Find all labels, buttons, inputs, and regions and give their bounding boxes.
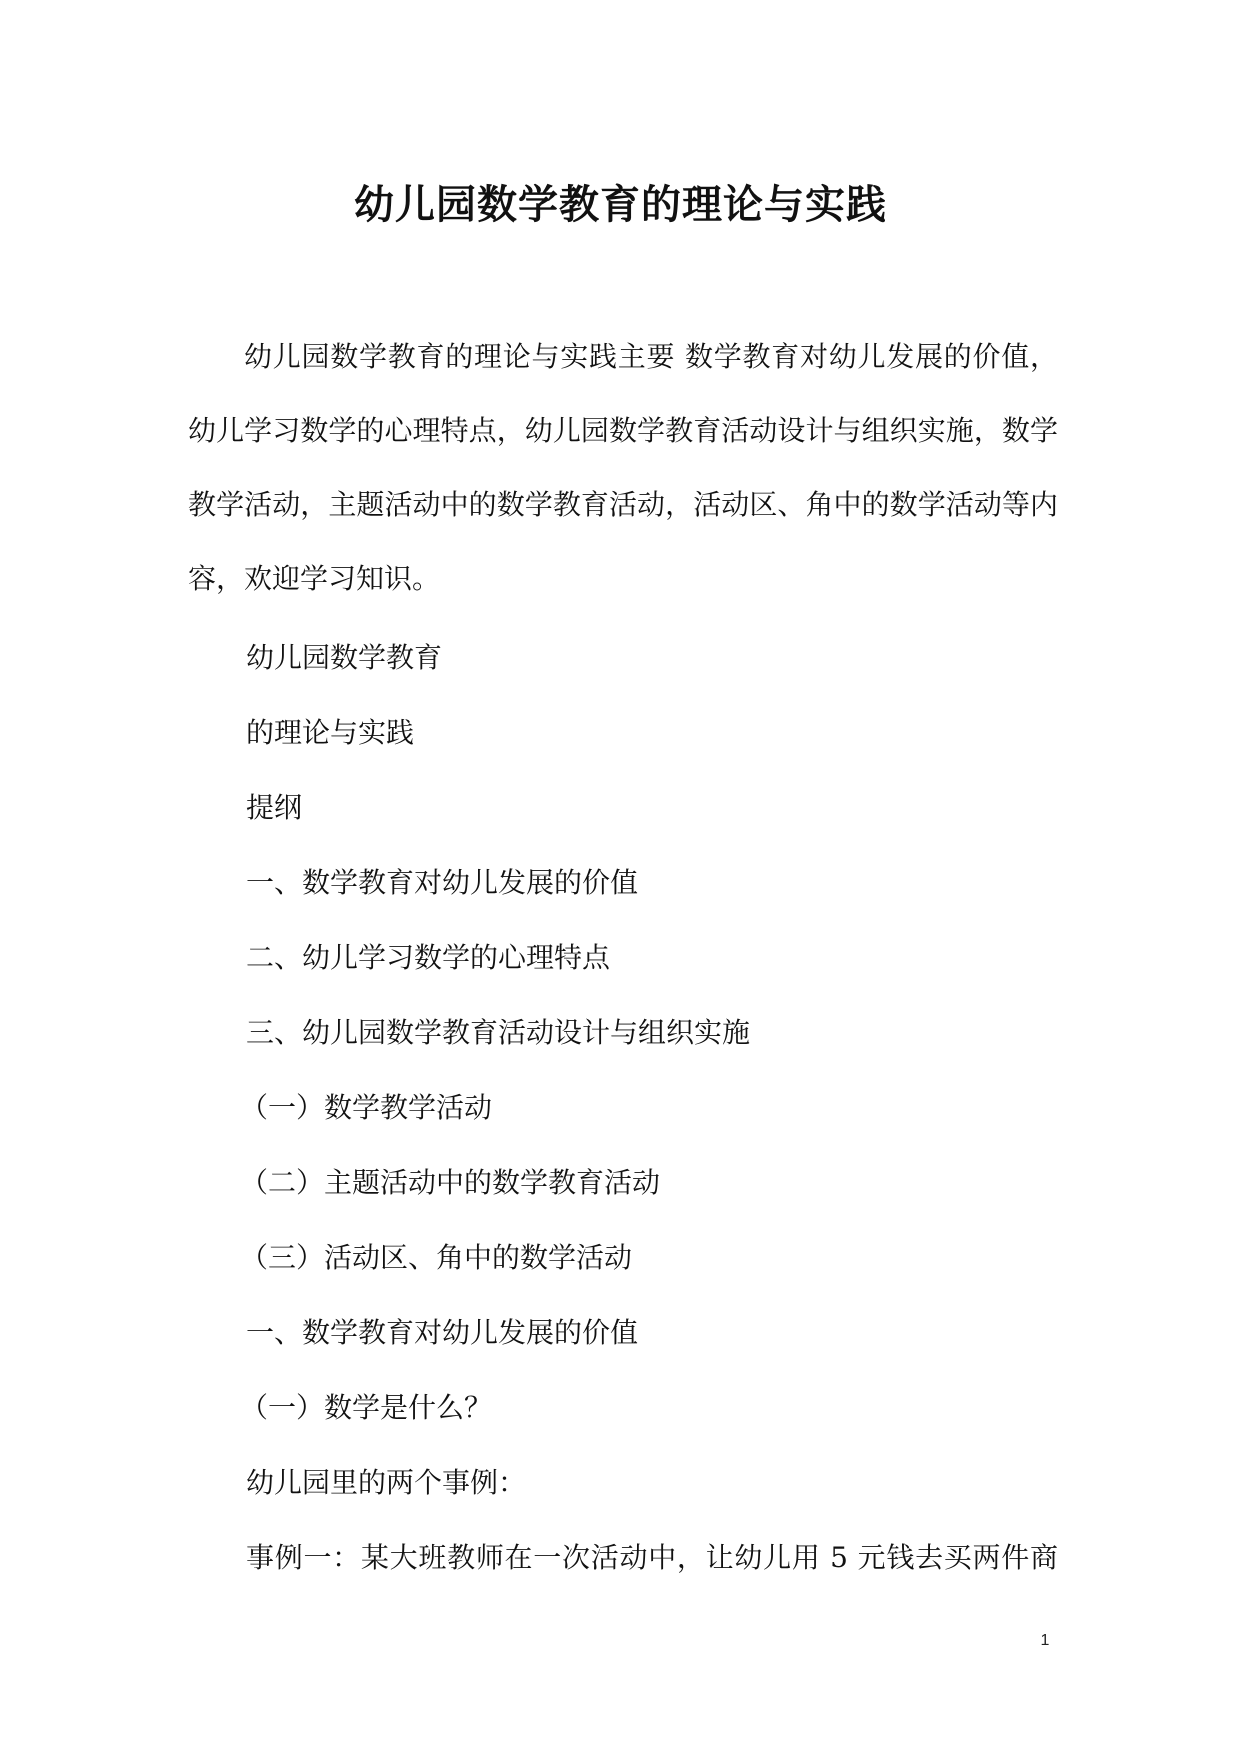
outline-subitem: （二）主题活动中的数学教育活动 — [240, 1166, 661, 1199]
intro-paragraph: 幼儿园数学教育的理论与实践主要 数学教育对幼儿发展的价值，幼儿学习数学的心理特点，幼儿园数学教育活动设计与组织实施，数学教学活动，主题活动中的数学教育活动，活动区、角中的数学活动等内容，欢迎学习知识。 — [188, 340, 1058, 595]
outline-heading: 提纲 — [246, 791, 303, 824]
outline-subitem: （一）数学教学活动 — [240, 1091, 493, 1124]
outline-line: 幼儿园数学教育 — [246, 641, 443, 674]
body-line: 事例一：某大班教师在一次活动中，让幼儿用 5 元钱去买两件商 — [246, 1541, 1058, 1574]
outline-line: 的理论与实践 — [246, 716, 415, 749]
outline-item: 一、数学教育对幼儿发展的价值 — [246, 866, 639, 899]
subsection-heading: （一）数学是什么？ — [240, 1391, 493, 1424]
body-line: 幼儿园里的两个事例： — [246, 1466, 527, 1499]
outline-subitem: （三）活动区、角中的数学活动 — [240, 1241, 633, 1274]
section-heading: 一、数学教育对幼儿发展的价值 — [246, 1316, 639, 1349]
outline-item: 二、幼儿学习数学的心理特点 — [246, 941, 611, 974]
page-number: 1 — [1040, 1632, 1050, 1649]
document-title: 幼儿园数学教育的理论与实践 — [354, 180, 887, 228]
outline-item: 三、幼儿园数学教育活动设计与组织实施 — [246, 1016, 751, 1049]
